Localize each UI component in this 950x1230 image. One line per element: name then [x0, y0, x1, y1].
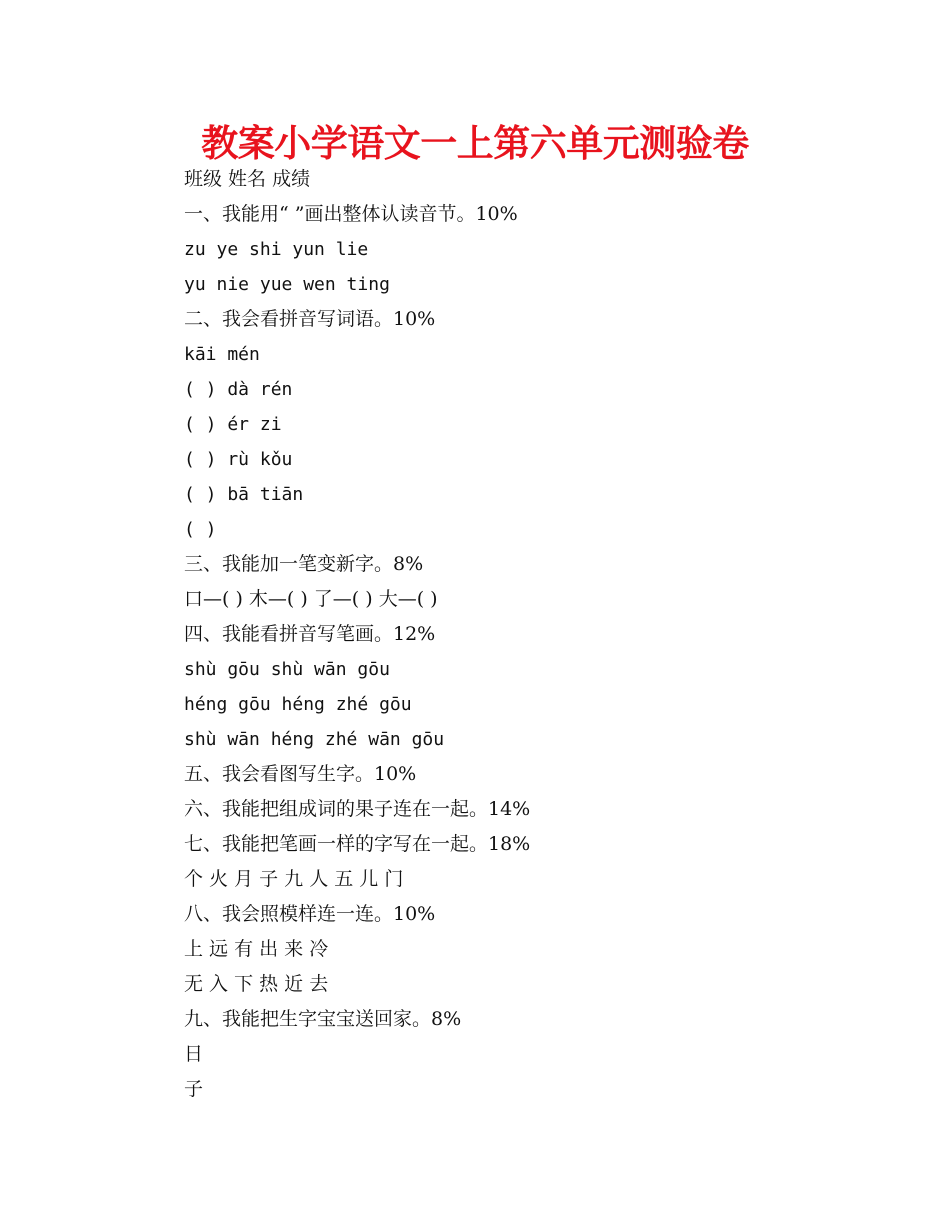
question-2-heading: 二、我会看拼音写词语。10%	[184, 308, 436, 330]
question-6-heading: 六、我能把组成词的果子连在一起。14%	[184, 798, 531, 820]
pinyin-line: kāi mén	[184, 344, 260, 365]
character-line: 子	[184, 1078, 204, 1100]
document-body	[184, 162, 884, 1107]
character-list-line: 无 入 下 热 近 去	[184, 973, 329, 995]
answer-blank-line: ( ) dà rén	[184, 379, 293, 400]
question-4-heading: 四、我能看拼音写笔画。12%	[184, 623, 436, 645]
question-7-heading: 七、我能把笔画一样的字写在一起。18%	[184, 833, 531, 855]
answer-blank-line: ( ) ér zi	[184, 414, 282, 435]
question-5-heading: 五、我会看图写生字。10%	[184, 763, 417, 785]
question-8-heading: 八、我会照模样连一连。10%	[184, 903, 436, 925]
character-line: 日	[184, 1043, 204, 1065]
pinyin-line: héng gōu héng zhé gōu	[184, 694, 412, 715]
pinyin-line: shù wān héng zhé wān gōu	[184, 729, 445, 750]
question-9-heading: 九、我能把生字宝宝送回家。8%	[184, 1008, 462, 1030]
answer-blank-line: ( )	[184, 519, 217, 540]
pinyin-line: shù gōu shù wān gōu	[184, 659, 390, 680]
add-stroke-line: 口—( ) 木—( ) 了—( ) 大—( )	[184, 588, 438, 610]
character-list-line: 上 远 有 出 来 冷	[184, 938, 329, 960]
character-list-line: 个 火 月 子 九 人 五 儿 门	[184, 868, 404, 890]
answer-blank-line: ( ) bā tiān	[184, 484, 304, 505]
student-info-line: 班级 姓名 成绩	[184, 168, 311, 190]
question-3-heading: 三、我能加一笔变新字。8%	[184, 553, 424, 575]
question-1-heading: 一、我能用“ ”画出整体认读音节。10%	[184, 203, 518, 225]
pinyin-line: yu nie yue wen ting	[184, 274, 390, 295]
answer-blank-line: ( ) rù kǒu	[184, 449, 293, 470]
document-title: 教案小学语文一上第六单元测验卷	[201, 122, 749, 165]
pinyin-line: zu ye shi yun lie	[184, 239, 369, 260]
